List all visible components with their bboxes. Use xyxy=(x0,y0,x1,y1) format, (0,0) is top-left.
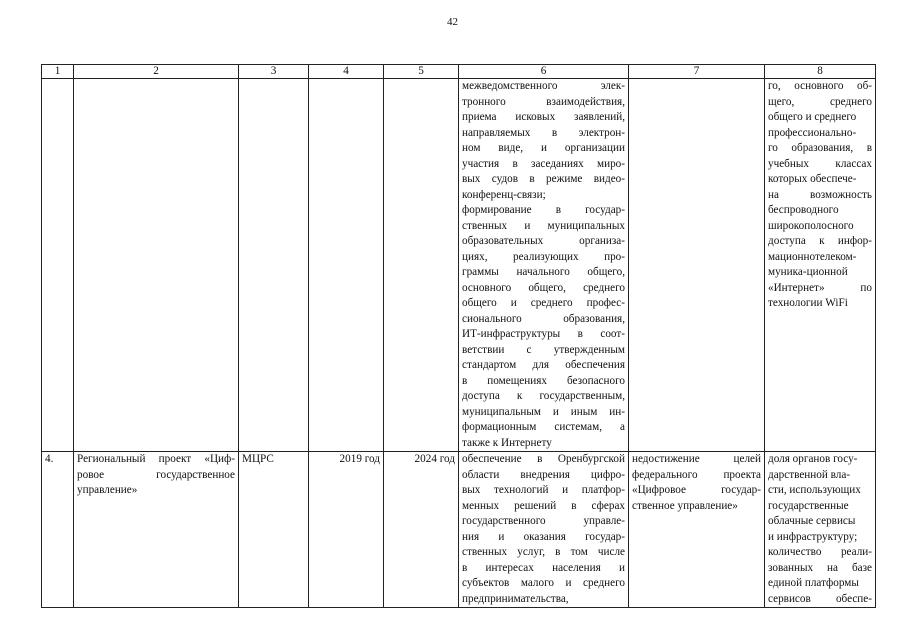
column-header: 7 xyxy=(629,65,765,79)
objectives-cell xyxy=(459,79,629,452)
table-cell xyxy=(239,79,309,452)
program-table xyxy=(41,64,876,608)
column-header: 3 xyxy=(239,65,309,79)
text-line: стандартом для обеспечения xyxy=(462,359,625,371)
text-line: зованных на базе xyxy=(768,561,872,574)
text-line: общего и среднего профес- xyxy=(462,297,625,309)
text-line: муниципальным и иным ин- xyxy=(462,405,625,418)
text-line: межведомственного элек- xyxy=(462,80,625,92)
responsible-cell: МЦРС xyxy=(239,452,309,608)
text-line: общего и среднего xyxy=(768,111,857,123)
text-line: доля органов госу- xyxy=(768,453,858,465)
start-year-cell: 2019 год xyxy=(309,452,384,608)
text-line: муника-ционной xyxy=(768,266,848,278)
text-line: ветствии с утвержденным xyxy=(462,343,625,356)
table-cell xyxy=(74,79,239,452)
table-cell xyxy=(384,79,459,452)
column-header: 8 xyxy=(765,65,876,79)
text-line: федерального проекта xyxy=(632,468,761,481)
text-line: беспроводного xyxy=(768,204,839,216)
text-line: участия в заседаниях миро- xyxy=(462,157,625,170)
text-line: государственного управле- xyxy=(462,515,625,527)
text-line: формирование в государ- xyxy=(462,204,625,216)
text-line: ровое государственное xyxy=(77,468,235,481)
text-line: конференц-связи; xyxy=(462,188,546,201)
end-year-cell: 2024 год xyxy=(384,452,459,608)
text-line: области внедрения цифро- xyxy=(462,468,625,481)
text-line: го, основного об- xyxy=(768,80,872,92)
text-line: тронного взаимодействия, xyxy=(462,95,625,108)
text-line: дарственной вла- xyxy=(768,468,851,481)
text-line: государственные xyxy=(768,499,849,512)
text-line: ния и оказания государ- xyxy=(462,530,625,543)
text-line: Региональный проект «Циф- xyxy=(77,453,235,465)
text-line: ственных и муниципальных xyxy=(462,219,625,232)
text-line: граммы начального общего, xyxy=(462,266,625,278)
text-line: приема исковых заявлений, xyxy=(462,111,625,123)
column-header: 2 xyxy=(74,65,239,79)
text-line: управление» xyxy=(77,484,138,496)
text-line: профессионально- xyxy=(768,126,857,139)
indicators-cell xyxy=(765,452,876,608)
text-line: недостижение целей xyxy=(632,453,761,465)
text-line: щего, среднего xyxy=(768,95,872,108)
text-line: на возможность xyxy=(768,188,872,201)
text-line: обеспечение в Оренбургской xyxy=(462,453,625,465)
text-line: доступа к инфор- xyxy=(768,235,872,247)
table-row-4 xyxy=(42,452,876,608)
text-line: менных решений в сферах xyxy=(462,499,625,512)
text-line: в помещениях безопасного xyxy=(462,374,625,387)
text-line: широкополосного xyxy=(768,219,854,232)
text-line: циях, реализующих про- xyxy=(462,250,625,263)
text-line: единой платформы xyxy=(768,577,859,589)
text-line: образовательных организа- xyxy=(462,235,625,247)
text-line: сервисов обеспе- xyxy=(768,592,872,605)
table-cell xyxy=(309,79,384,452)
table-cell xyxy=(42,79,74,452)
text-line: ном виде, и организации xyxy=(462,142,625,154)
text-line: предпринимательства, xyxy=(462,592,569,605)
text-line: «Цифровое государ- xyxy=(632,484,761,496)
column-header: 5 xyxy=(384,65,459,79)
text-line: технологии WiFi xyxy=(768,297,848,309)
text-line: учебных классах xyxy=(768,157,872,170)
text-line: го образования, в xyxy=(768,142,872,154)
text-line: количество реали- xyxy=(768,546,872,558)
column-header: 6 xyxy=(459,65,629,79)
column-header: 4 xyxy=(309,65,384,79)
text-line: сти, использующих xyxy=(768,484,861,496)
text-line: и инфраструктуру; xyxy=(768,530,858,543)
text-line: ИТ-инфраструктуры в соот- xyxy=(462,328,625,340)
text-line: формационным системам, а xyxy=(462,421,625,433)
text-line: мационнотелеком- xyxy=(768,250,857,263)
text-line: ственных услуг, в том числе xyxy=(462,546,625,558)
objectives-cell xyxy=(459,452,629,608)
text-line: субъектов малого и среднего xyxy=(462,577,625,589)
page-number: 42 xyxy=(447,16,458,28)
table-cell xyxy=(629,79,765,452)
text-line: направляемых в электрон- xyxy=(462,126,625,139)
text-line: вых судов в режиме видео- xyxy=(462,173,625,185)
text-line: в интересах населения и xyxy=(462,561,625,574)
text-line: «Интернет» по xyxy=(768,281,872,294)
text-line: также к Интернету xyxy=(462,436,552,449)
text-line: основного общего, среднего xyxy=(462,281,625,294)
risks-cell xyxy=(629,452,765,608)
row-number: 4. xyxy=(42,452,74,608)
text-line: ственное управление» xyxy=(632,499,738,512)
text-line: вых технологий и платфор- xyxy=(462,484,625,496)
column-header: 1 xyxy=(42,65,74,79)
text-line: облачные сервисы xyxy=(768,515,856,527)
indicators-cell xyxy=(765,79,876,452)
table-row-continuation xyxy=(42,79,876,452)
text-line: которых обеспече- xyxy=(768,173,857,185)
text-line: доступа к государственным, xyxy=(462,390,625,402)
text-line: сионального образования, xyxy=(462,312,625,325)
column-number-row xyxy=(42,65,876,79)
project-name-cell xyxy=(74,452,239,608)
